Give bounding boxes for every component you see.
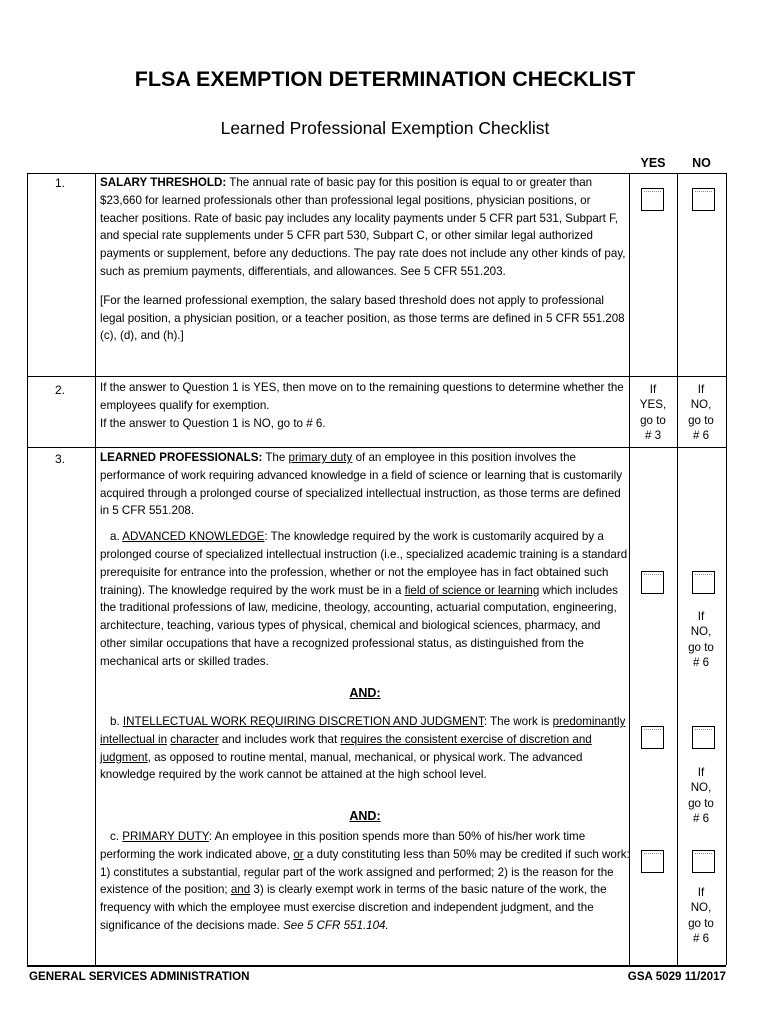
item-text: which includes the traditional professions of law, medicine, theology, accounting, actuarial computation, engineering, architecture, teaching, various types of physical, chemical and biological sciences, pharmacy, and other similar occupations that have a recognized professional status, as distinguished from the mechanical arts or skilled trades. <box>100 583 618 668</box>
q2-no-instruction <box>674 382 728 444</box>
q3b-yes-checkbox[interactable] <box>641 726 664 749</box>
row-divider-1 <box>27 376 726 377</box>
footer-agency: GENERAL SERVICES ADMINISTRATION <box>29 970 250 983</box>
advanced-knowledge-item <box>100 528 630 670</box>
note-line: # 3 <box>644 429 662 443</box>
q3c-no-instruction <box>674 885 728 947</box>
question-2-line2: If the answer to Question 1 is NO, go to # 6. <box>100 416 326 430</box>
question-1-body: The annual rate of basic pay for this position is equal to or greater than $23,660 for learned professionals other than professional legal positions, physician positions, or teacher positions. Rate of basic pay includes any locality payments under 5 CFR part 531, Subpart F, and special rate supplements under 5 CFR part 530, Subpart C, or other similar legal authorized payments or supplement, before any deductions. The pay rate does not include any other kinds of pay, such as premium payments, differentials, and allowances. See 5 CFR 551.203. <box>100 176 626 278</box>
item-text: 3) is clearly exempt work in terms of the basic nature of the work, the frequency with which the employee must exercise discretion and independent judgment, and the significance of the decisions made. <box>100 883 607 932</box>
q3b-no-checkbox[interactable] <box>692 726 715 749</box>
question-3-number: 3. <box>54 452 65 466</box>
note-line: go to <box>688 640 714 654</box>
q3c-yes-checkbox[interactable] <box>641 850 664 873</box>
note-line: go to <box>640 413 666 427</box>
intro-text: The <box>262 451 289 464</box>
number-column-divider <box>95 173 96 965</box>
intro-text: of an employee in this position involves the performance of work requiring advanced knowledge in a field of science or learning that is customarily acquired through a prolonged course of specialized intellectual instruction, as those terms are defined in 5 CFR 551.208. <box>100 451 622 518</box>
intellectual-work-item <box>100 713 630 784</box>
salary-threshold-heading: SALARY THRESHOLD: <box>100 176 227 189</box>
primary-duty-item <box>100 828 630 935</box>
and-connector-1: AND: <box>349 686 381 700</box>
item-text: a duty constituting less than 50% may be credited if such work: 1) constitutes a substantial, regular part of the work assigned and performed; 2) is the reason for the existence of the position; <box>100 847 630 897</box>
footer-rule <box>27 965 726 967</box>
note-line: # 6 <box>692 429 710 443</box>
item-text: , as opposed to routine mental, manual, mechanical, or physical work. The advanced knowledge required by the work cannot be attained at the high school level. <box>100 750 583 782</box>
q3a-no-checkbox[interactable] <box>692 571 715 594</box>
item-underlined: and <box>230 883 251 897</box>
table-right-border <box>726 173 727 965</box>
note-line: go to <box>688 916 714 930</box>
note-line: If <box>697 766 705 779</box>
cfr-reference: See 5 CFR 551.104. <box>283 918 389 932</box>
note-line: NO, <box>690 901 712 915</box>
note-line: If <box>649 383 657 396</box>
item-text: : The work is <box>483 715 553 728</box>
question-1-text <box>100 174 630 345</box>
no-column-header: NO <box>692 156 711 170</box>
page-subtitle: Learned Professional Exemption Checklist <box>220 118 550 138</box>
note-line: # 6 <box>692 812 710 826</box>
advanced-knowledge-heading: ADVANCED KNOWLEDGE <box>122 530 265 544</box>
note-line: If <box>697 610 705 623</box>
question-2-line1: If the answer to Question 1 is YES, then move on to the remaining questions to determine whether the employees qualify for exemption. <box>100 381 624 412</box>
footer-form-number: GSA 5029 11/2017 <box>627 970 726 983</box>
question-3-text <box>100 449 630 671</box>
note-line: # 6 <box>692 932 710 946</box>
q3c-no-checkbox[interactable] <box>692 850 715 873</box>
note-line: NO, <box>690 625 712 639</box>
item-prefix: c. <box>110 830 123 843</box>
item-prefix: b. <box>110 715 123 728</box>
q1-yes-checkbox[interactable] <box>641 188 664 211</box>
note-line: If <box>697 886 705 899</box>
page-title: FLSA EXEMPTION DETERMINATION CHECKLIST <box>134 67 636 91</box>
note-line: # 6 <box>692 656 710 670</box>
q2-yes-instruction <box>626 382 680 444</box>
note-line: NO, <box>690 781 712 795</box>
no-column-divider <box>677 173 678 965</box>
item-prefix: a. <box>110 530 123 544</box>
intellectual-work-heading: INTELLECTUAL WORK REQUIRING DISCRETION AND JUDGMENT <box>122 715 484 728</box>
note-line: YES, <box>639 398 667 412</box>
table-left-border <box>27 173 28 965</box>
note-line: NO, <box>690 398 712 412</box>
note-line: If <box>697 383 705 396</box>
item-text: : An employee in this position spends more than 50% of his/her work time performing the work indicated above, <box>100 830 586 861</box>
item-underlined: field of science or learning <box>404 583 540 597</box>
intro-underlined: primary duty <box>288 451 353 464</box>
item-text: : The knowledge required by the work is customarily acquired by a prolonged course of specialized intellectual instruction (i.e., specialized academic training is a standard prerequisite for entrance into the profession, whether or not the employee has in fact obtained such training). The knowledge required by the work must be in a <box>100 530 628 597</box>
note-line: go to <box>688 796 714 810</box>
and-connector-2: AND: <box>349 809 381 823</box>
item-underlined: or <box>293 847 304 861</box>
note-line: go to <box>688 413 714 427</box>
question-2-text <box>100 379 630 432</box>
question-1-note: [For the learned professional exemption, the salary based threshold does not apply to professional legal position, a physician position, or a teacher position, as those terms are defined in 5 CFR 551.208 (c), (d), and (h).] <box>100 293 625 343</box>
q3b-no-instruction <box>674 765 728 827</box>
question-3-intro <box>100 449 630 520</box>
primary-duty-heading: PRIMARY DUTY <box>122 830 209 843</box>
q3a-no-instruction <box>674 609 728 671</box>
row-divider-2 <box>27 447 726 448</box>
item-underlined: character <box>170 732 219 746</box>
learned-professionals-heading: LEARNED PROFESSIONALS: <box>100 451 263 464</box>
q3a-yes-checkbox[interactable] <box>641 571 664 594</box>
question-1-number: 1. <box>54 176 65 190</box>
item-underlined: predominantly intellectual in <box>100 715 626 746</box>
item-underlined: requires the consistent exercise of discretion and judgment <box>100 732 592 764</box>
q1-no-checkbox[interactable] <box>692 188 715 211</box>
question-2-number: 2. <box>54 383 65 397</box>
item-text: and includes work that <box>218 732 341 746</box>
yes-column-header: YES <box>640 156 666 170</box>
